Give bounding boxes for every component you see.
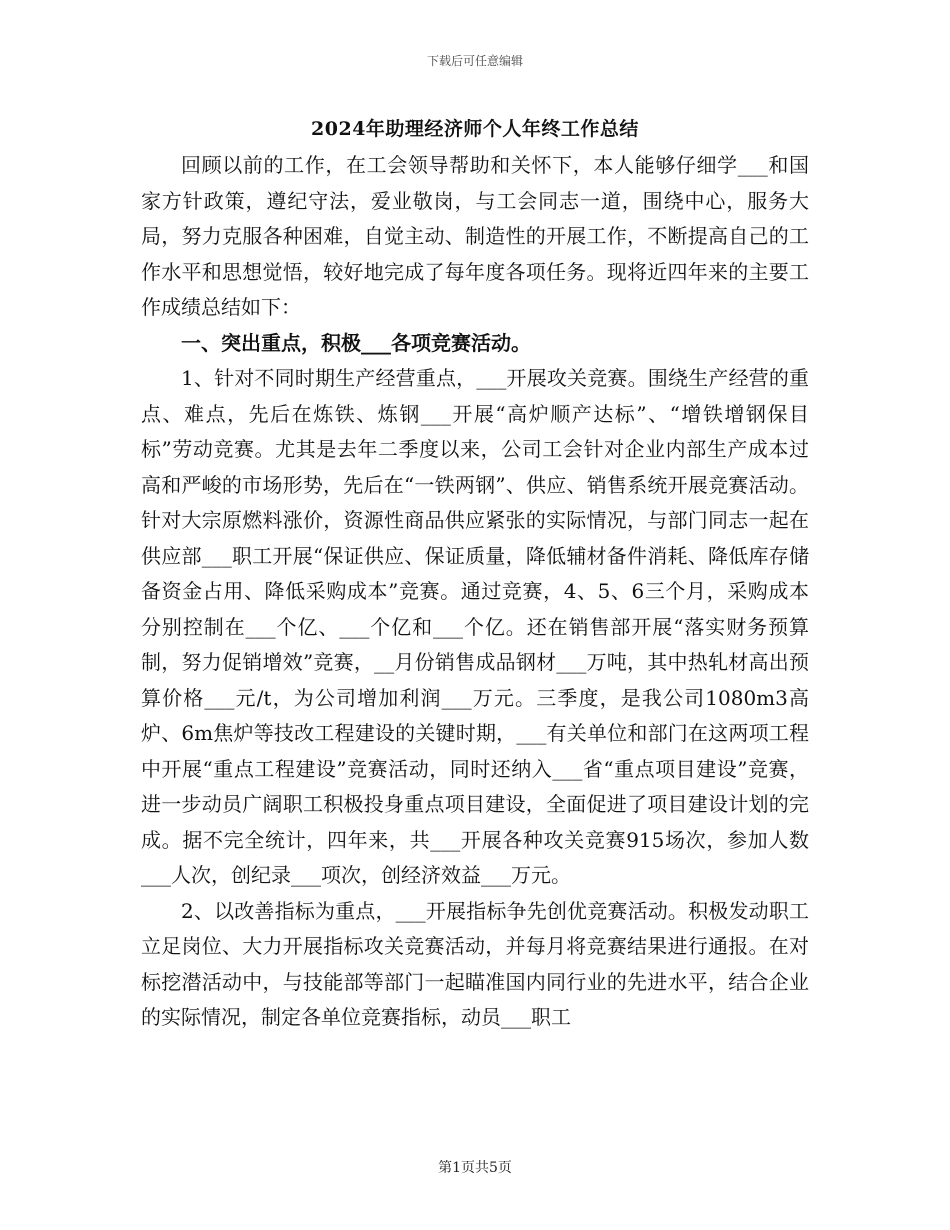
section-heading: 一、突出重点，积极___各项竞赛活动。 [181, 330, 531, 355]
paragraph-item-1: 1、针对不同时期生产经营重点，___开展攻关竞赛。围绕生产经营的重点、难点，先后在炼铁、炼钢___开展“高炉顺产达标”、“增铁增钢保目标”劳动竞赛。尤其是去年二季度以来，公司工会针对企业内部生产成本过高和严峻的市场形势，先后在“一铁两钢”、供应、销售系统开展竞赛活动。针对大宗原燃料涨价，资源性商品供应紧张的实际情况，与部门同志一起在供应部___职工开展“保证供应、保证质量，降低辅材备件消耗、降低库存储备资金占用、降低采购成本”竞赛。通过竞赛，4、5、6三个月，采购成本分别控制在___个亿、___个亿和___个亿。还在销售部开展“落实财务预算制，努力促销增效”竞赛，__月份销售成品钢材___万吨，其中热轧材高出预算价格___元/t，为公司增加利润___万元。三季度，是我公司1080m3高炉、6m焦炉等技改工程建设的关键时期，___有关单位和部门在这两项工程中开展“重点工程建设”竞赛活动，同时还纳入___省“重点项目建设”竞赛，进一步动员广阔职工积极投身重点项目建设，全面促进了项目建设计划的完成。据不完全统计，四年来，共___开展各种攻关竞赛915场次，参加人数___人次，创纪录___项次，创经济效益___万元。 [141, 366, 809, 887]
page-number: 第1页共5页 [438, 1160, 512, 1176]
document-body [141, 148, 809, 1036]
paragraph-item-2: 2、以改善指标为重点，___开展指标争先创优竞赛活动。积极发动职工立足岗位、大力开展指标攻关竞赛活动，并每月将竞赛结果进行通报。在对标挖潜活动中，与技能部等部门一起瞄准国内同行业的先进水平，结合企业的实际情况，制定各单位竞赛指标，动员___职工 [141, 898, 809, 1029]
document-title: 2024年助理经济师个人年终工作总结 [311, 118, 639, 140]
page-header-note: 下载后可任意编辑 [426, 54, 523, 68]
paragraph-intro: 回顾以前的工作，在工会领导帮助和关怀下，本人能够仔细学___和国家方针政策，遵纪守法，爱业敬岗，与工会同志一道，围绕中心，服务大局，努力克服各种困难，自觉主动、制造性的开展工作，不断提高自己的工作水平和思想觉悟，较好地完成了每年度各项任务。现将近四年来的主要工作成绩总结如下： [141, 153, 809, 319]
